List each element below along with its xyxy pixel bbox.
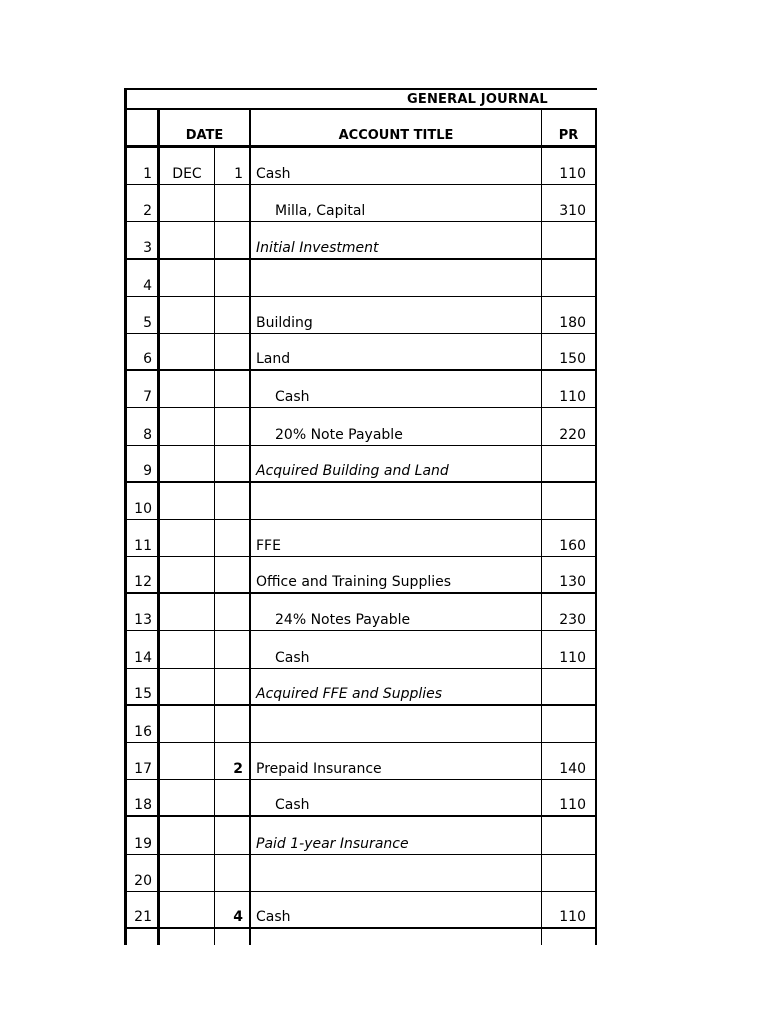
posting-reference: 230 xyxy=(559,612,586,629)
posting-reference-cell xyxy=(542,892,597,927)
posting-reference-cell xyxy=(542,557,597,592)
journal-row xyxy=(124,706,597,743)
journal-row xyxy=(124,631,597,668)
line-number-cell xyxy=(124,297,160,333)
date-day-cell xyxy=(215,446,251,481)
posting-reference: 110 xyxy=(559,649,586,666)
journal-row xyxy=(124,557,597,594)
date-month-cell xyxy=(160,297,215,333)
journal-row xyxy=(124,892,597,929)
posting-reference: 310 xyxy=(559,203,586,220)
account-title-cell xyxy=(251,557,542,592)
line-number-cell xyxy=(124,483,160,519)
posting-reference: 220 xyxy=(559,426,586,443)
posting-reference-cell xyxy=(542,520,597,556)
line-number-cell xyxy=(124,520,160,556)
account-title-cell xyxy=(251,520,542,556)
line-number: 20 xyxy=(134,872,152,889)
date-day-cell xyxy=(215,855,251,891)
date-day-cell xyxy=(215,371,251,407)
line-number-cell xyxy=(124,371,160,407)
line-number-cell xyxy=(124,743,160,779)
account-title-cell xyxy=(251,817,542,853)
line-number-cell xyxy=(124,594,160,630)
date-day-cell xyxy=(215,557,251,592)
date-month-cell xyxy=(160,780,215,815)
line-number: 8 xyxy=(143,426,152,443)
account-title: Office and Training Supplies xyxy=(256,574,452,591)
posting-reference-cell xyxy=(542,297,597,333)
account-title: Cash xyxy=(256,908,291,925)
date-month-cell xyxy=(160,929,215,945)
date-day-cell xyxy=(215,892,251,927)
header-account-title-label: ACCOUNT TITLE xyxy=(338,128,454,143)
line-number: 3 xyxy=(143,239,152,256)
date-month-cell xyxy=(160,706,215,742)
date-month-cell xyxy=(160,892,215,927)
journal-row xyxy=(124,594,597,631)
line-number: 18 xyxy=(134,797,152,814)
journal-header-row xyxy=(124,108,597,148)
line-number: 11 xyxy=(134,538,152,555)
posting-reference-cell xyxy=(542,408,597,444)
date-day-cell xyxy=(215,185,251,221)
journal-row xyxy=(124,855,597,892)
posting-reference-cell xyxy=(542,929,597,945)
line-number: 21 xyxy=(134,908,152,925)
line-number-cell xyxy=(124,446,160,481)
date-month-cell xyxy=(160,557,215,592)
journal-row xyxy=(124,185,597,222)
account-title-cell xyxy=(251,148,542,184)
journal-rows xyxy=(124,148,597,945)
date-day-cell xyxy=(215,148,251,184)
header-pr-label: PR xyxy=(558,128,579,143)
line-number: 7 xyxy=(143,389,152,406)
account-title: 24% Notes Payable xyxy=(275,612,411,629)
account-title-cell xyxy=(251,446,542,481)
posting-reference-cell xyxy=(542,371,597,407)
date-month-cell xyxy=(160,222,215,257)
account-title: FFE xyxy=(256,538,281,555)
posting-reference-cell xyxy=(542,631,597,667)
journal-row xyxy=(124,817,597,854)
date-day-cell xyxy=(215,297,251,333)
posting-reference: 110 xyxy=(559,797,586,814)
posting-reference-cell xyxy=(542,743,597,779)
line-number: 4 xyxy=(143,277,152,294)
date-month-cell xyxy=(160,594,215,630)
journal-row xyxy=(124,780,597,817)
date-month: DEC xyxy=(172,166,202,183)
date-month-cell xyxy=(160,446,215,481)
posting-reference: 150 xyxy=(559,351,586,368)
line-number-cell xyxy=(124,260,160,296)
date-day-cell xyxy=(215,743,251,779)
posting-reference-cell xyxy=(542,334,597,369)
date-month-cell xyxy=(160,483,215,519)
account-title-cell xyxy=(251,706,542,742)
date-month-cell xyxy=(160,631,215,667)
account-title-cell xyxy=(251,594,542,630)
account-title: Acquired Building and Land xyxy=(256,462,449,479)
date-month-cell xyxy=(160,371,215,407)
account-title-cell xyxy=(251,260,542,296)
posting-reference: 110 xyxy=(559,389,586,406)
line-number: 14 xyxy=(134,649,152,666)
date-day-cell xyxy=(215,706,251,742)
line-number: 12 xyxy=(134,574,152,591)
account-title-cell xyxy=(251,855,542,891)
date-month-cell xyxy=(160,520,215,556)
date-month-cell xyxy=(160,408,215,444)
account-title: Milla, Capital xyxy=(275,203,366,220)
account-title-cell xyxy=(251,743,542,779)
posting-reference: 140 xyxy=(559,761,586,778)
account-title: Land xyxy=(256,351,291,368)
line-number-cell xyxy=(124,408,160,444)
posting-reference-cell xyxy=(542,669,597,704)
line-number-cell xyxy=(124,669,160,704)
journal-title: GENERAL JOURNAL xyxy=(407,92,548,107)
date-day-cell xyxy=(215,594,251,630)
posting-reference-cell xyxy=(542,594,597,630)
date-month-cell xyxy=(160,817,215,853)
date-month-cell xyxy=(160,855,215,891)
general-journal xyxy=(124,88,597,945)
account-title-cell xyxy=(251,297,542,333)
journal-row xyxy=(124,222,597,259)
line-number: 1 xyxy=(143,166,152,183)
date-day-cell xyxy=(215,780,251,815)
account-title: Cash xyxy=(275,389,310,406)
line-number: 17 xyxy=(134,761,152,778)
date-month-cell xyxy=(160,185,215,221)
header-line-number xyxy=(124,110,160,145)
date-month-cell xyxy=(160,148,215,184)
date-day-cell xyxy=(215,817,251,853)
date-day-cell xyxy=(215,520,251,556)
posting-reference: 110 xyxy=(559,166,586,183)
date-day: 2 xyxy=(233,761,243,778)
date-day-cell xyxy=(215,929,251,945)
date-day-cell xyxy=(215,334,251,369)
line-number-cell xyxy=(124,557,160,592)
account-title: Building xyxy=(256,314,313,331)
journal-row xyxy=(124,408,597,445)
line-number-cell xyxy=(124,334,160,369)
date-day: 4 xyxy=(233,908,243,925)
date-day: 1 xyxy=(234,166,243,183)
date-month-cell xyxy=(160,260,215,296)
date-day-cell xyxy=(215,483,251,519)
account-title-cell xyxy=(251,669,542,704)
date-day-cell xyxy=(215,260,251,296)
posting-reference-cell xyxy=(542,185,597,221)
line-number: 2 xyxy=(143,203,152,220)
account-title: Prepaid Insurance xyxy=(256,761,382,778)
posting-reference: 130 xyxy=(559,574,586,591)
line-number-cell xyxy=(124,780,160,815)
account-title: Cash xyxy=(275,649,310,666)
date-day-cell xyxy=(215,222,251,257)
date-month-cell xyxy=(160,334,215,369)
line-number: 16 xyxy=(134,724,152,740)
line-number-cell xyxy=(124,929,160,945)
posting-reference: 160 xyxy=(559,538,586,555)
line-number: 9 xyxy=(143,462,152,479)
account-title-cell xyxy=(251,371,542,407)
line-number-cell xyxy=(124,631,160,667)
journal-row xyxy=(124,929,597,945)
posting-reference: 110 xyxy=(559,908,586,925)
posting-reference-cell xyxy=(542,855,597,891)
line-number-cell xyxy=(124,892,160,927)
line-number-cell xyxy=(124,817,160,853)
account-title-cell xyxy=(251,222,542,257)
journal-row xyxy=(124,297,597,334)
journal-row xyxy=(124,520,597,557)
account-title: Cash xyxy=(256,166,291,183)
journal-row xyxy=(124,483,597,520)
posting-reference-cell xyxy=(542,260,597,296)
journal-row xyxy=(124,446,597,483)
account-title-cell xyxy=(251,185,542,221)
account-title-cell xyxy=(251,780,542,815)
posting-reference-cell xyxy=(542,817,597,853)
posting-reference: 180 xyxy=(559,314,586,331)
line-number: 6 xyxy=(143,351,152,368)
account-title-cell xyxy=(251,892,542,927)
journal-row xyxy=(124,743,597,780)
journal-row xyxy=(124,334,597,371)
line-number-cell xyxy=(124,148,160,184)
header-account-title xyxy=(251,110,542,145)
posting-reference-cell xyxy=(542,222,597,257)
line-number-cell xyxy=(124,855,160,891)
line-number: 10 xyxy=(134,500,152,517)
posting-reference-cell xyxy=(542,706,597,742)
account-title: Acquired FFE and Supplies xyxy=(256,685,443,702)
line-number-cell xyxy=(124,185,160,221)
posting-reference-cell xyxy=(542,148,597,184)
line-number-cell xyxy=(124,222,160,257)
account-title-cell xyxy=(251,483,542,519)
journal-row xyxy=(124,669,597,706)
journal-row xyxy=(124,260,597,297)
date-day-cell xyxy=(215,408,251,444)
account-title-cell xyxy=(251,929,542,945)
line-number: 15 xyxy=(134,685,152,702)
line-number: 5 xyxy=(143,314,152,331)
date-month-cell xyxy=(160,669,215,704)
posting-reference-cell xyxy=(542,446,597,481)
account-title: Paid 1-year Insurance xyxy=(256,835,409,852)
account-title-cell xyxy=(251,631,542,667)
header-date xyxy=(160,110,251,145)
header-date-label: DATE xyxy=(185,128,224,143)
line-number: 19 xyxy=(134,835,152,852)
journal-row xyxy=(124,148,597,185)
date-day-cell xyxy=(215,631,251,667)
line-number: 13 xyxy=(134,612,152,629)
date-month-cell xyxy=(160,743,215,779)
date-day-cell xyxy=(215,669,251,704)
posting-reference-cell xyxy=(542,780,597,815)
account-title-cell xyxy=(251,408,542,444)
posting-reference-cell xyxy=(542,483,597,519)
account-title: Cash xyxy=(275,797,310,814)
account-title: 20% Note Payable xyxy=(275,426,403,443)
line-number-cell xyxy=(124,706,160,742)
account-title-cell xyxy=(251,334,542,369)
account-title: Initial Investment xyxy=(256,239,379,256)
journal-title-row xyxy=(124,88,597,108)
header-pr xyxy=(542,110,597,145)
journal-row xyxy=(124,371,597,408)
